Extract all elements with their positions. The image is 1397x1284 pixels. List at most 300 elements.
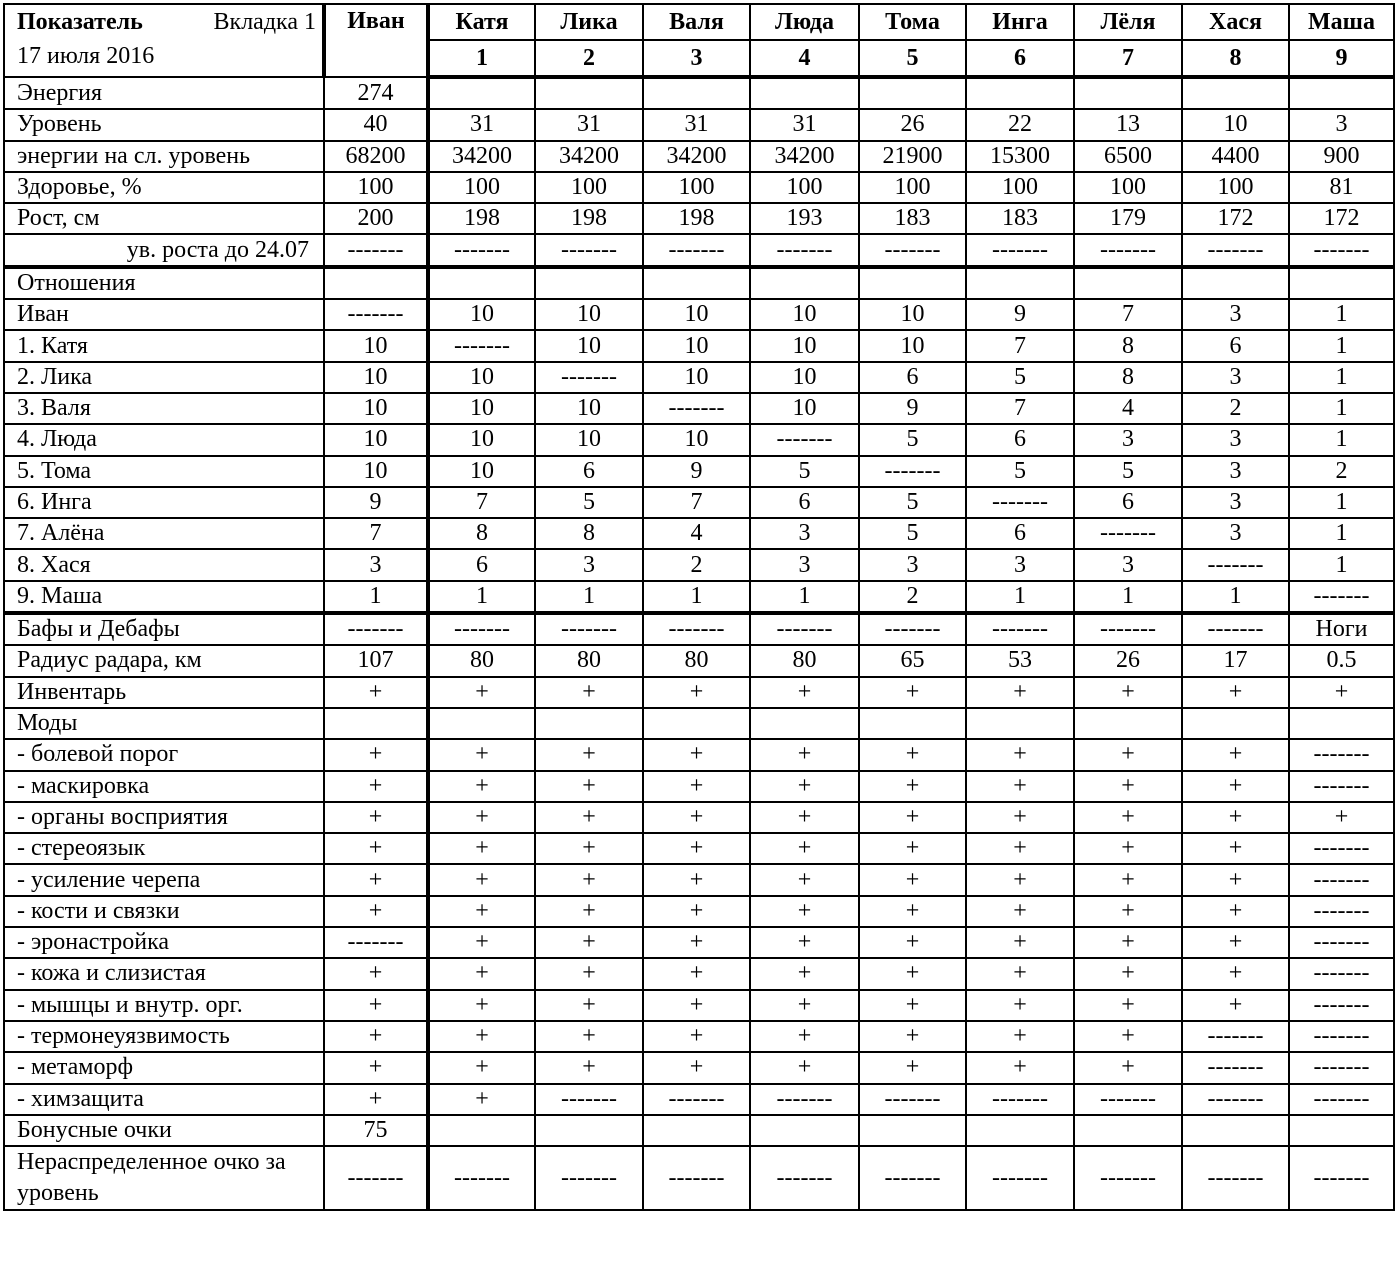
table-cell: + <box>750 771 859 802</box>
table-cell: 3 <box>1182 362 1289 393</box>
table-cell: + <box>966 990 1074 1021</box>
table-cell: + <box>535 1052 643 1083</box>
row-label: - маскировка <box>4 771 324 802</box>
table-cell: 8 <box>1074 330 1182 361</box>
table-cell: 26 <box>859 109 966 140</box>
table-cell: 34200 <box>750 141 859 172</box>
table-cell: ------- <box>750 424 859 455</box>
table-cell: ------- <box>750 1084 859 1115</box>
table-cell: + <box>1074 677 1182 708</box>
table-cell: + <box>1074 771 1182 802</box>
table-cell: + <box>750 1021 859 1052</box>
table-cell: 3 <box>1182 299 1289 330</box>
table-cell: + <box>1074 739 1182 770</box>
table-cell: 10 <box>535 393 643 424</box>
table-cell: ------- <box>1182 613 1289 645</box>
table-cell <box>750 267 859 299</box>
table-cell: 1 <box>1289 487 1394 518</box>
table-cell: 10 <box>428 424 535 455</box>
table-cell: + <box>750 927 859 958</box>
table-cell: ------- <box>1074 1084 1182 1115</box>
table-row <box>4 424 1394 455</box>
table-row <box>4 927 1394 958</box>
table-cell: ------- <box>1289 1146 1394 1210</box>
table-cell: + <box>324 833 428 864</box>
table-row <box>4 802 1394 833</box>
table-cell: 0.5 <box>1289 645 1394 676</box>
table-cell: 3 <box>535 549 643 580</box>
table-cell: 1 <box>428 581 535 613</box>
table-cell: + <box>1182 864 1289 895</box>
table-cell: + <box>535 833 643 864</box>
table-cell: 7 <box>643 487 750 518</box>
table-cell: + <box>643 864 750 895</box>
table-cell: + <box>428 990 535 1021</box>
table-cell: + <box>535 1021 643 1052</box>
column-header-name: Люда <box>750 4 859 40</box>
row-label: Иван <box>4 299 324 330</box>
table-cell: 100 <box>535 172 643 203</box>
table-cell: 2 <box>1289 456 1394 487</box>
table-cell <box>966 708 1074 739</box>
table-cell: 81 <box>1289 172 1394 203</box>
table-cell: + <box>859 739 966 770</box>
table-cell: 183 <box>966 203 1074 234</box>
table-cell: + <box>324 958 428 989</box>
table-cell: 7 <box>966 393 1074 424</box>
table-cell: + <box>966 802 1074 833</box>
table-cell: 3 <box>1182 424 1289 455</box>
table-cell: ------- <box>428 330 535 361</box>
table-row <box>4 172 1394 203</box>
row-label: - метаморф <box>4 1052 324 1083</box>
table-cell: + <box>324 1052 428 1083</box>
table-cell: + <box>859 833 966 864</box>
table-cell: Ноги <box>1289 613 1394 645</box>
table-cell: 6 <box>428 549 535 580</box>
table-cell <box>428 708 535 739</box>
table-cell: 9 <box>324 487 428 518</box>
table-cell: ------- <box>1289 1052 1394 1083</box>
table-cell: 34200 <box>535 141 643 172</box>
table-cell: 1 <box>1289 549 1394 580</box>
table-cell: ------- <box>966 613 1074 645</box>
table-row <box>4 739 1394 770</box>
table-cell: 53 <box>966 645 1074 676</box>
table-cell: 6 <box>1074 487 1182 518</box>
character-stats-table <box>3 3 1395 1211</box>
table-cell: 31 <box>428 109 535 140</box>
table-cell: 1 <box>750 581 859 613</box>
table-cell: 6 <box>966 518 1074 549</box>
table-cell <box>428 77 535 109</box>
table-row <box>4 958 1394 989</box>
table-cell: + <box>966 677 1074 708</box>
table-cell: 10 <box>428 362 535 393</box>
table-cell: 10 <box>750 362 859 393</box>
table-cell: 10 <box>535 424 643 455</box>
table-cell: + <box>966 1021 1074 1052</box>
table-cell: + <box>1182 771 1289 802</box>
table-cell: 3 <box>1182 518 1289 549</box>
table-cell: + <box>324 1021 428 1052</box>
table-cell <box>535 267 643 299</box>
table-cell: ------- <box>535 362 643 393</box>
table-cell: 2 <box>643 549 750 580</box>
table-cell: 900 <box>1289 141 1394 172</box>
date-label: 17 июля 2016 <box>17 43 155 69</box>
column-header-number: 1 <box>428 40 535 77</box>
table-row <box>4 267 1394 299</box>
table-cell: 5 <box>859 487 966 518</box>
table-cell: + <box>643 927 750 958</box>
table-cell: ------- <box>1289 234 1394 266</box>
table-row <box>4 1115 1394 1146</box>
table-cell: + <box>535 896 643 927</box>
table-cell: + <box>324 990 428 1021</box>
table-cell: + <box>643 958 750 989</box>
table-cell <box>535 1115 643 1146</box>
table-cell: + <box>859 677 966 708</box>
table-cell <box>535 708 643 739</box>
table-cell <box>643 77 750 109</box>
table-cell: 10 <box>428 299 535 330</box>
table-cell: + <box>324 896 428 927</box>
table-cell: ------- <box>643 1084 750 1115</box>
table-cell: + <box>535 958 643 989</box>
table-cell <box>1182 708 1289 739</box>
table-cell: ------- <box>1289 771 1394 802</box>
table-cell: + <box>1182 896 1289 927</box>
table-cell: 15300 <box>966 141 1074 172</box>
table-cell: 10 <box>859 330 966 361</box>
table-cell: 10 <box>428 456 535 487</box>
table-cell: + <box>428 864 535 895</box>
table-cell: + <box>966 864 1074 895</box>
table-cell: + <box>535 677 643 708</box>
table-row <box>4 549 1394 580</box>
table-cell: 7 <box>324 518 428 549</box>
table-cell: ------- <box>1289 958 1394 989</box>
table-cell: 9 <box>859 393 966 424</box>
table-cell: 6 <box>750 487 859 518</box>
row-label: - болевой порог <box>4 739 324 770</box>
table-cell: 10 <box>1182 109 1289 140</box>
table-cell: + <box>428 677 535 708</box>
column-header-name: Инга <box>966 4 1074 40</box>
table-cell: + <box>1074 864 1182 895</box>
table-cell <box>428 267 535 299</box>
table-cell: + <box>966 739 1074 770</box>
table-cell: 100 <box>750 172 859 203</box>
table-cell: + <box>324 864 428 895</box>
table-cell: + <box>324 739 428 770</box>
column-header-name: Маша <box>1289 4 1394 40</box>
table-cell: 10 <box>750 330 859 361</box>
table-cell: + <box>1074 958 1182 989</box>
table-cell: ------- <box>1182 1146 1289 1210</box>
table-cell: 80 <box>535 645 643 676</box>
table-row <box>4 141 1394 172</box>
table-cell: 6 <box>859 362 966 393</box>
table-cell <box>643 267 750 299</box>
table-cell <box>966 1115 1074 1146</box>
table-cell: ------- <box>643 393 750 424</box>
table-cell: + <box>428 1052 535 1083</box>
table-cell: 80 <box>643 645 750 676</box>
column-header-number: 9 <box>1289 40 1394 77</box>
table-cell: + <box>966 1052 1074 1083</box>
table-cell: + <box>859 990 966 1021</box>
table-cell: 31 <box>535 109 643 140</box>
table-cell: ------- <box>1074 518 1182 549</box>
table-cell: + <box>643 739 750 770</box>
table-cell: 10 <box>750 299 859 330</box>
table-cell: 5 <box>966 362 1074 393</box>
row-label: 6. Инга <box>4 487 324 518</box>
table-cell: ------- <box>1182 1021 1289 1052</box>
table-cell <box>1289 708 1394 739</box>
table-cell <box>324 267 428 299</box>
column-header-number: 7 <box>1074 40 1182 77</box>
table-cell: 4400 <box>1182 141 1289 172</box>
table-row <box>4 990 1394 1021</box>
table-cell: ------- <box>1289 1021 1394 1052</box>
table-row <box>4 299 1394 330</box>
table-cell <box>428 1115 535 1146</box>
table-cell: 21900 <box>859 141 966 172</box>
table-cell: + <box>535 802 643 833</box>
table-row <box>4 487 1394 518</box>
table-cell: + <box>750 864 859 895</box>
table-cell: 75 <box>324 1115 428 1146</box>
table-cell: 68200 <box>324 141 428 172</box>
table-cell: 5 <box>859 424 966 455</box>
table-cell: ------- <box>535 613 643 645</box>
table-cell: 3 <box>1074 549 1182 580</box>
table-cell: + <box>1074 802 1182 833</box>
table-cell: 3 <box>966 549 1074 580</box>
table-cell: ------- <box>324 1146 428 1210</box>
table-cell <box>966 267 1074 299</box>
table-row <box>4 1021 1394 1052</box>
table-cell: + <box>643 1052 750 1083</box>
table-cell: 10 <box>643 330 750 361</box>
table-cell: + <box>859 771 966 802</box>
table-row <box>4 456 1394 487</box>
table-cell: ------- <box>428 1146 535 1210</box>
table-cell: 179 <box>1074 203 1182 234</box>
table-cell: 80 <box>750 645 859 676</box>
header-row-names <box>4 4 1394 40</box>
table-row <box>4 864 1394 895</box>
table-cell: 34200 <box>428 141 535 172</box>
table-cell: 4 <box>1074 393 1182 424</box>
row-label: 2. Лика <box>4 362 324 393</box>
table-cell: 34200 <box>643 141 750 172</box>
table-cell <box>1074 267 1182 299</box>
table-cell: + <box>859 927 966 958</box>
table-cell <box>859 267 966 299</box>
extras-section <box>4 613 1394 1210</box>
table-cell <box>1289 1115 1394 1146</box>
column-header-number: 6 <box>966 40 1074 77</box>
table-cell: + <box>859 896 966 927</box>
table-cell: 198 <box>428 203 535 234</box>
table-row <box>4 77 1394 109</box>
column-header-name: Хася <box>1182 4 1289 40</box>
table-cell: ------- <box>966 1146 1074 1210</box>
table-cell <box>750 708 859 739</box>
table-cell: + <box>859 958 966 989</box>
table-cell: 3 <box>1182 456 1289 487</box>
table-cell: + <box>324 677 428 708</box>
table-cell: 107 <box>324 645 428 676</box>
table-cell <box>859 708 966 739</box>
table-cell: ------- <box>1182 234 1289 266</box>
table-cell: 3 <box>859 549 966 580</box>
table-cell: 10 <box>750 393 859 424</box>
table-cell: 172 <box>1289 203 1394 234</box>
column-header-number: 3 <box>643 40 750 77</box>
table-cell: 65 <box>859 645 966 676</box>
table-cell: + <box>643 802 750 833</box>
table-cell <box>643 1115 750 1146</box>
table-cell: 10 <box>324 330 428 361</box>
table-cell: 7 <box>966 330 1074 361</box>
table-cell: 26 <box>1074 645 1182 676</box>
table-cell: 100 <box>324 172 428 203</box>
table-cell: ------- <box>643 613 750 645</box>
table-cell: + <box>428 958 535 989</box>
table-cell: 1 <box>643 581 750 613</box>
table-cell: + <box>1182 990 1289 1021</box>
table-cell: + <box>535 990 643 1021</box>
table-cell: + <box>1074 896 1182 927</box>
row-label: Моды <box>4 708 324 739</box>
table-cell: ------- <box>750 234 859 266</box>
row-label: 1. Катя <box>4 330 324 361</box>
table-cell: ------- <box>1182 549 1289 580</box>
row-label: Энергия <box>4 77 324 109</box>
column-header-number: 4 <box>750 40 859 77</box>
table-cell: ------- <box>966 1084 1074 1115</box>
row-label: 8. Хася <box>4 549 324 580</box>
table-cell: 200 <box>324 203 428 234</box>
table-cell: + <box>1182 677 1289 708</box>
table-row <box>4 234 1394 266</box>
table-cell: ------- <box>643 234 750 266</box>
table-cell: + <box>859 1021 966 1052</box>
table-cell: 10 <box>643 299 750 330</box>
table-row <box>4 109 1394 140</box>
table-cell: 4 <box>643 518 750 549</box>
table-cell: ------- <box>859 613 966 645</box>
table-cell: + <box>1182 833 1289 864</box>
table-cell: + <box>1074 833 1182 864</box>
table-cell: 9 <box>966 299 1074 330</box>
row-label: Бафы и Дебафы <box>4 613 324 645</box>
table-cell: 5 <box>859 518 966 549</box>
row-label: 5. Тома <box>4 456 324 487</box>
table-cell: 31 <box>643 109 750 140</box>
table-cell: 10 <box>324 362 428 393</box>
stats-section <box>4 77 1394 267</box>
table-cell: ------- <box>859 234 966 266</box>
table-cell: 8 <box>428 518 535 549</box>
column-header-name: Валя <box>643 4 750 40</box>
table-cell <box>859 1115 966 1146</box>
table-cell: 10 <box>859 299 966 330</box>
table-cell: ------- <box>1289 927 1394 958</box>
table-cell: 172 <box>1182 203 1289 234</box>
table-cell: ------- <box>324 613 428 645</box>
table-cell: + <box>750 958 859 989</box>
table-cell: 100 <box>1182 172 1289 203</box>
tab-label: Вкладка 1 <box>213 9 316 35</box>
table-cell: 100 <box>1074 172 1182 203</box>
table-cell: 7 <box>1074 299 1182 330</box>
row-label: - химзащита <box>4 1084 324 1115</box>
table-cell: ------- <box>1289 833 1394 864</box>
table-cell: + <box>750 833 859 864</box>
table-cell <box>1182 267 1289 299</box>
table-row <box>4 362 1394 393</box>
table-cell: 1 <box>1289 393 1394 424</box>
table-cell: 10 <box>535 299 643 330</box>
table-row <box>4 613 1394 645</box>
table-cell: 8 <box>1074 362 1182 393</box>
table-cell: 2 <box>1182 393 1289 424</box>
table-cell: 80 <box>428 645 535 676</box>
table-cell: + <box>643 677 750 708</box>
table-cell: 10 <box>324 456 428 487</box>
table-cell: + <box>535 771 643 802</box>
table-cell: ------- <box>535 1146 643 1210</box>
table-cell: 5 <box>1074 456 1182 487</box>
column-header-name: Катя <box>428 4 535 40</box>
table-cell: 3 <box>1289 109 1394 140</box>
row-label: Бонусные очки <box>4 1115 324 1146</box>
table-row <box>4 518 1394 549</box>
table-cell: 100 <box>643 172 750 203</box>
table-cell: 100 <box>428 172 535 203</box>
title-cell <box>4 4 324 77</box>
table-cell: + <box>750 896 859 927</box>
column-header-number: 5 <box>859 40 966 77</box>
row-label: - мышцы и внутр. орг. <box>4 990 324 1021</box>
table-cell: ------- <box>1289 739 1394 770</box>
table-row <box>4 1146 1394 1210</box>
column-header-name: Лика <box>535 4 643 40</box>
table-cell: ------- <box>1182 1052 1289 1083</box>
table-cell: 22 <box>966 109 1074 140</box>
table-cell <box>966 77 1074 109</box>
table-cell: + <box>859 864 966 895</box>
row-label: Здоровье, % <box>4 172 324 203</box>
table-cell: 13 <box>1074 109 1182 140</box>
table-row <box>4 1052 1394 1083</box>
table-cell: 9 <box>643 456 750 487</box>
table-cell: ------- <box>1074 234 1182 266</box>
table-cell: 3 <box>750 549 859 580</box>
table-cell: + <box>750 677 859 708</box>
table-cell <box>1074 77 1182 109</box>
table-cell: ------- <box>643 1146 750 1210</box>
table-cell: 10 <box>643 424 750 455</box>
table-cell: + <box>428 896 535 927</box>
table-cell: 10 <box>428 393 535 424</box>
